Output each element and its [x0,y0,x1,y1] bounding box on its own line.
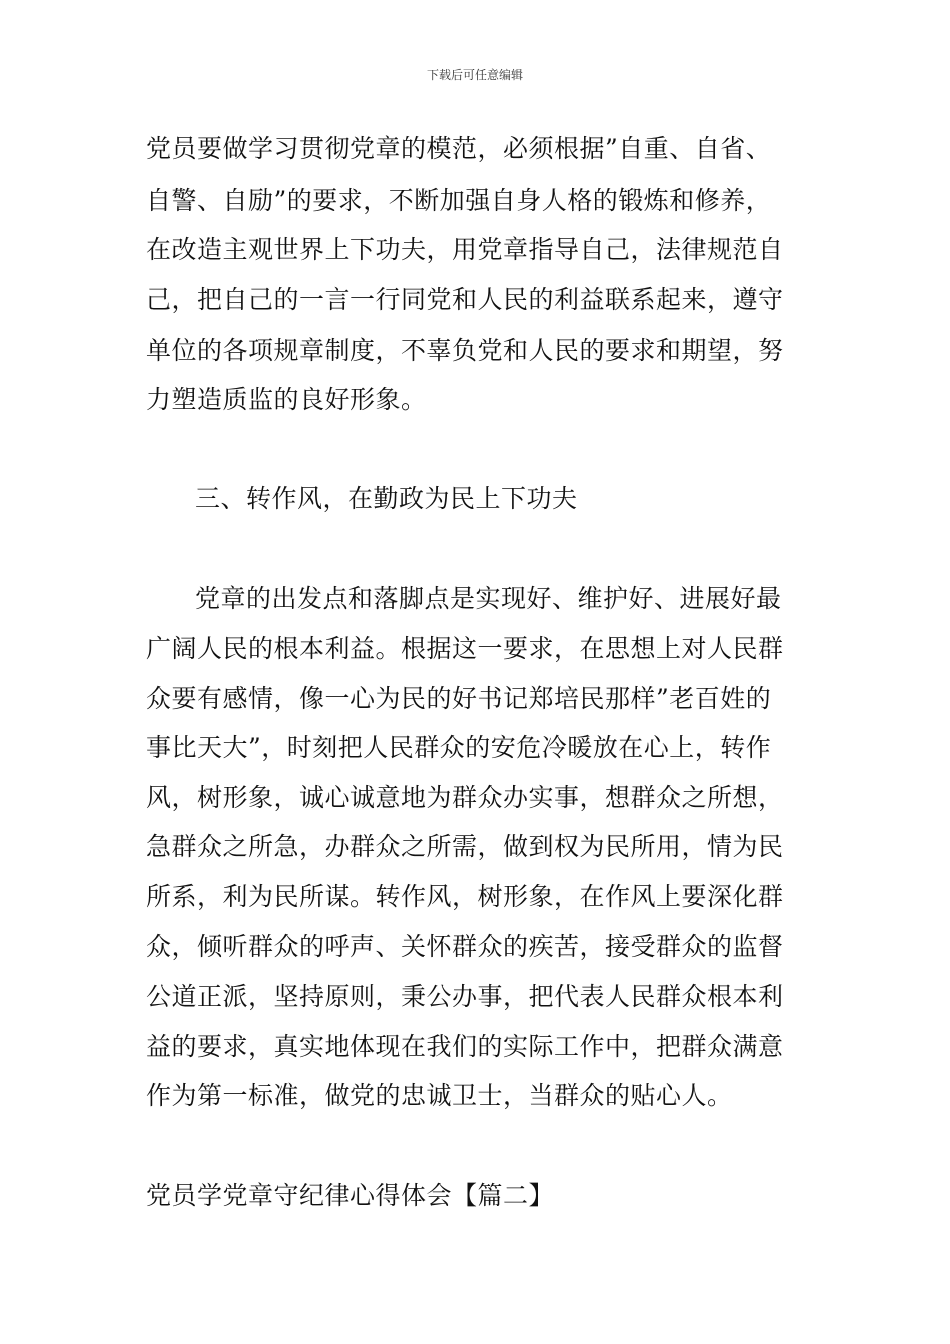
paragraph-line: 事比天大”，时刻把人民群众的安危冷暖放在心上，转作 [146,733,772,762]
download-note: 下载后可任意编辑 [426,68,523,82]
paragraph-line: 作为第一标准，做党的忠诚卫士，当群众的贴心人。 [146,1081,733,1110]
paragraph-line: 单位的各项规章制度，不辜负党和人民的要求和期望，努 [146,336,784,365]
section-heading: 三、转作风，在勤政为民上下功夫 [195,484,578,513]
paragraph-line: 党员要做学习贯彻党章的模范，必须根据”自重、自省、 [146,134,772,163]
paragraph-line: 益的要求，真实地体现在我们的实际工作中，把群众满意 [146,1032,784,1061]
paragraph-line: 党章的出发点和落脚点是实现好、维护好、进展好最 [195,584,782,613]
paragraph-line: 己，把自己的一言一行同党和人民的利益联系起来，遵守 [146,285,784,314]
paragraph-line: 急群众之所急，办群众之所需，做到权为民所用，情为民 [146,832,784,861]
paragraph-line: 广阔人民的根本利益。根据这一要求，在思想上对人民群 [146,634,784,663]
paragraph-line: 众，倾听群众的呼声、关怀群众的疾苦，接受群众的监督 [146,932,784,961]
paragraph-line: 所系，利为民所谋。转作风，树形象，在作风上要深化群 [146,882,784,911]
paragraph-line: 风，树形象，诚心诚意地为群众办实事，想群众之所想， [146,783,784,812]
next-article-title: 党员学党章守纪律心得体会【篇二】 [146,1181,555,1210]
paragraph-line: 众要有感情，像一心为民的好书记郑培民那样”老百姓的 [146,684,772,713]
paragraph-line: 在改造主观世界上下功夫，用党章指导自己，法律规范自 [146,235,784,264]
paragraph-line: 自警、自励”的要求，不断加强自身人格的锻炼和修养， [146,186,772,215]
paragraph-line: 公道正派，坚持原则，秉公办事，把代表人民群众根本利 [146,982,784,1011]
paragraph-line: 力塑造质监的良好形象。 [146,385,427,414]
